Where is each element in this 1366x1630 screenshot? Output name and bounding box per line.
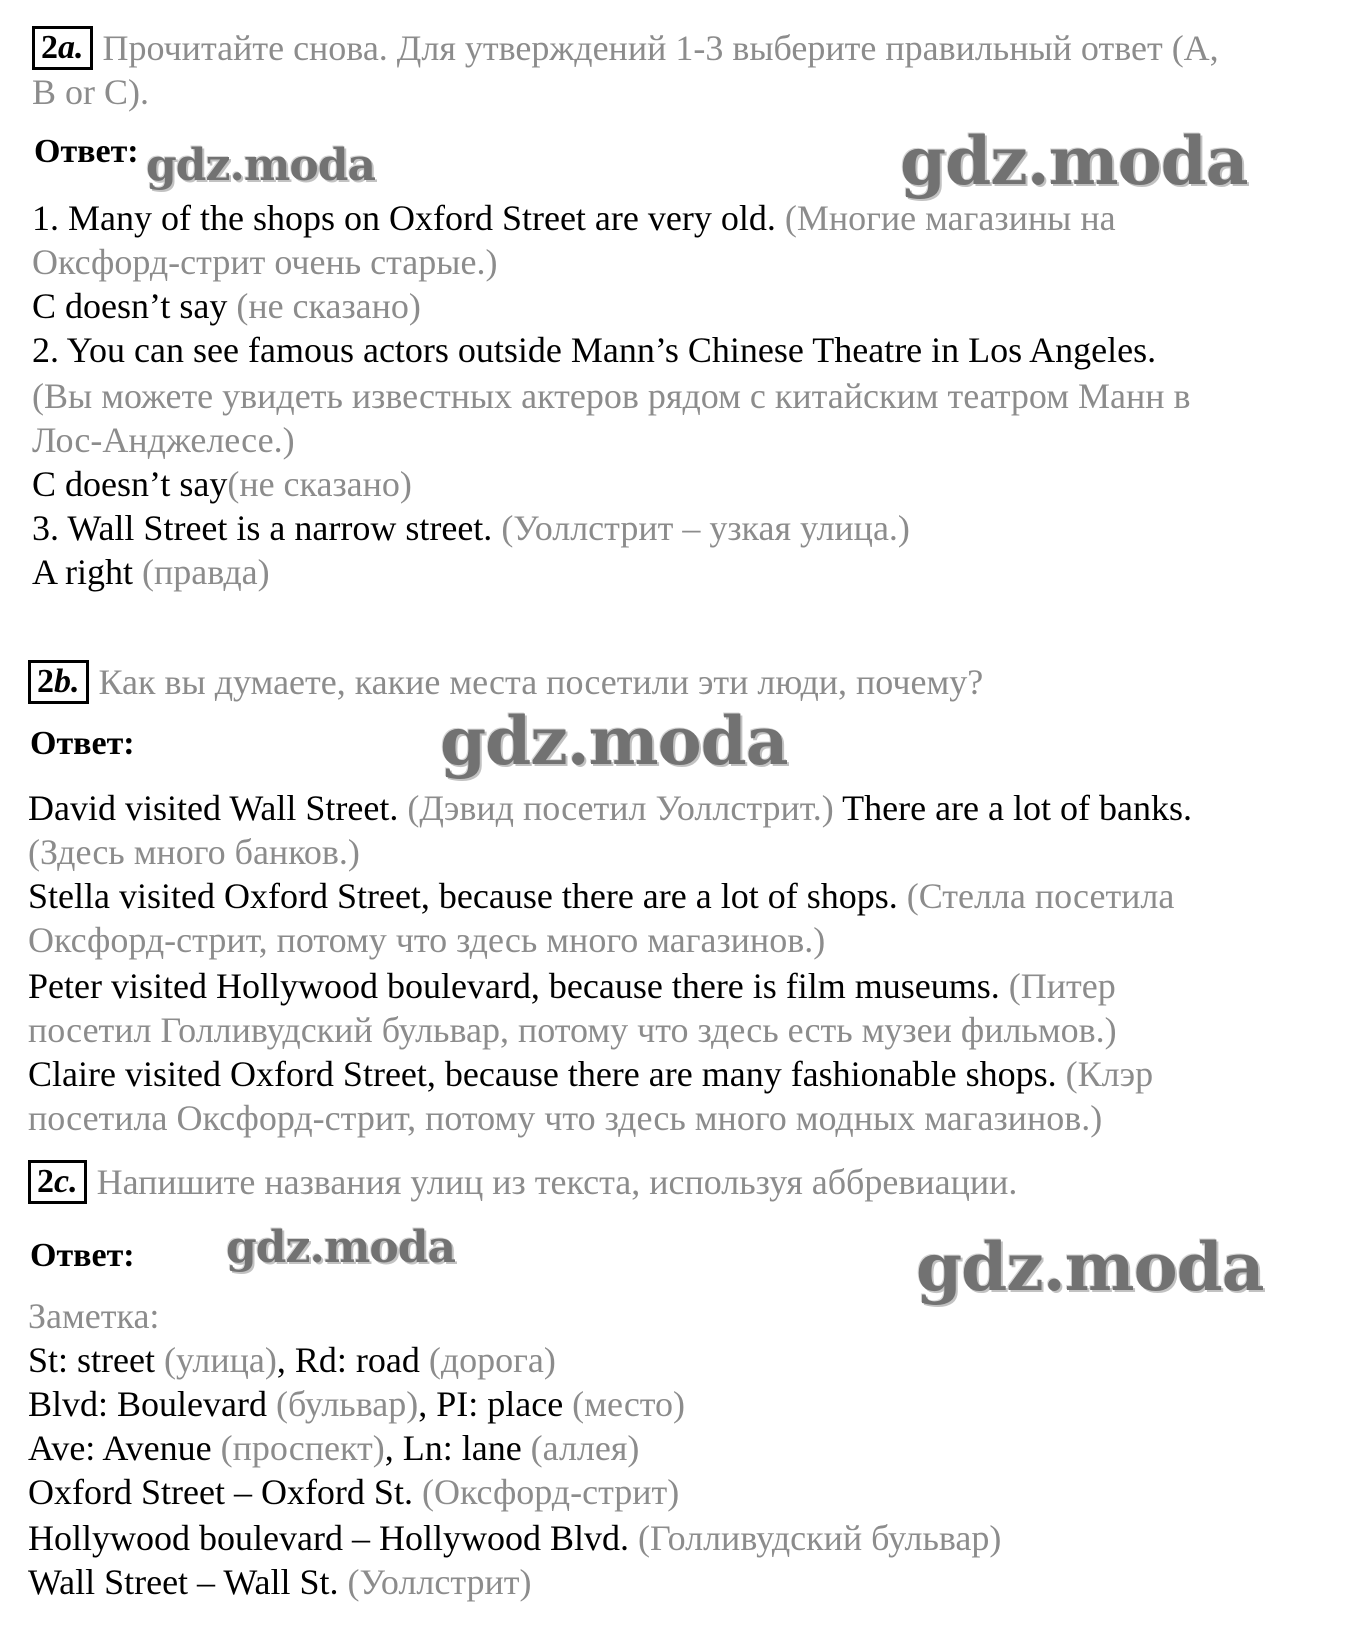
- task-2b: 2b. Как вы думаете, какие места посетили эти люди, почему?: [28, 660, 983, 704]
- task-2c: 2c. Напишите названия улиц из текста, используя аббревиации.: [28, 1160, 1017, 1204]
- answer-2b-line7: Claire visited Oxford Street, because there are many fashionable shops. (Клэр: [28, 1054, 1154, 1094]
- watermark: gdz.moda: [146, 140, 376, 191]
- answer-2b-line1: David visited Wall Street. (Дэвид посетил Уоллстрит.) There are a lot of banks.: [28, 788, 1192, 828]
- answer-2a-item2-translation2: Лос-Анджелесе.): [32, 420, 295, 460]
- answer-2a-choice1: C doesn’t say (не сказано): [32, 286, 421, 326]
- answer-label-2c: Ответ:: [30, 1237, 135, 1274]
- answer-2a-item2: 2. You can see famous actors outside Mann’s Chinese Theatre in Los Angeles.: [32, 330, 1157, 370]
- task-badge-2c: 2c.: [28, 1160, 87, 1204]
- answer-2a-item2-translation: (Вы можете увидеть известных актеров рядом с китайским театром Манн в: [32, 376, 1191, 416]
- watermark: gdz.moda: [226, 1222, 456, 1273]
- answer-2b-line5: Peter visited Hollywood boulevard, because there is film museums. (Питер: [28, 966, 1116, 1006]
- answer-2a-choice3: A right (правда): [32, 552, 270, 592]
- abbr-line4: Oxford Street – Oxford St. (Оксфорд-стрит): [28, 1472, 680, 1512]
- task-badge-2a: 2a.: [32, 26, 93, 70]
- note-label: Заметка:: [28, 1296, 160, 1336]
- abbr-line2: Blvd: Boulevard (бульвар), PI: place (место): [28, 1384, 686, 1424]
- answer-2b-line6: посетил Голливудский бульвар, потому что здесь есть музеи фильмов.): [28, 1010, 1117, 1050]
- answer-label-2b: Ответ:: [30, 725, 135, 762]
- abbr-line5: Hollywood boulevard – Hollywood Blvd. (Голливудский бульвар): [28, 1518, 1002, 1558]
- answer-2b-line2: (Здесь много банков.): [28, 832, 360, 872]
- answer-2a-choice2: C doesn’t say(не сказано): [32, 464, 412, 504]
- answer-label-2a: Ответ:: [34, 133, 139, 170]
- answer-2a-item3: 3. Wall Street is a narrow street. (Уоллстрит – узкая улица.): [32, 508, 910, 548]
- watermark: gdz.moda: [900, 122, 1248, 200]
- abbr-line6: Wall Street – Wall St. (Уоллстрит): [28, 1562, 532, 1602]
- task-2a-line1: 2a. Прочитайте снова. Для утверждений 1-3 выберите правильный ответ (А,: [32, 26, 1219, 70]
- watermark: gdz.moda: [440, 702, 788, 780]
- answer-2b-line4: Оксфорд-стрит, потому что здесь много магазинов.): [28, 920, 826, 960]
- answer-2a-item1-translation: Оксфорд-стрит очень старые.): [32, 242, 498, 282]
- task-2a-line2: B or C).: [32, 72, 149, 112]
- abbr-line1: St: street (улица), Rd: road (дорога): [28, 1340, 556, 1380]
- answer-2a-item1: 1. Many of the shops on Oxford Street are very old. (Многие магазины на: [32, 198, 1116, 238]
- answer-2b-line3: Stella visited Oxford Street, because there are a lot of shops. (Стелла посетила: [28, 876, 1175, 916]
- task-badge-2b: 2b.: [28, 660, 89, 704]
- abbr-line3: Ave: Avenue (проспект), Ln: lane (аллея): [28, 1428, 640, 1468]
- watermark: gdz.moda: [916, 1228, 1264, 1306]
- answer-2b-line8: посетила Оксфорд-стрит, потому что здесь много модных магазинов.): [28, 1098, 1103, 1138]
